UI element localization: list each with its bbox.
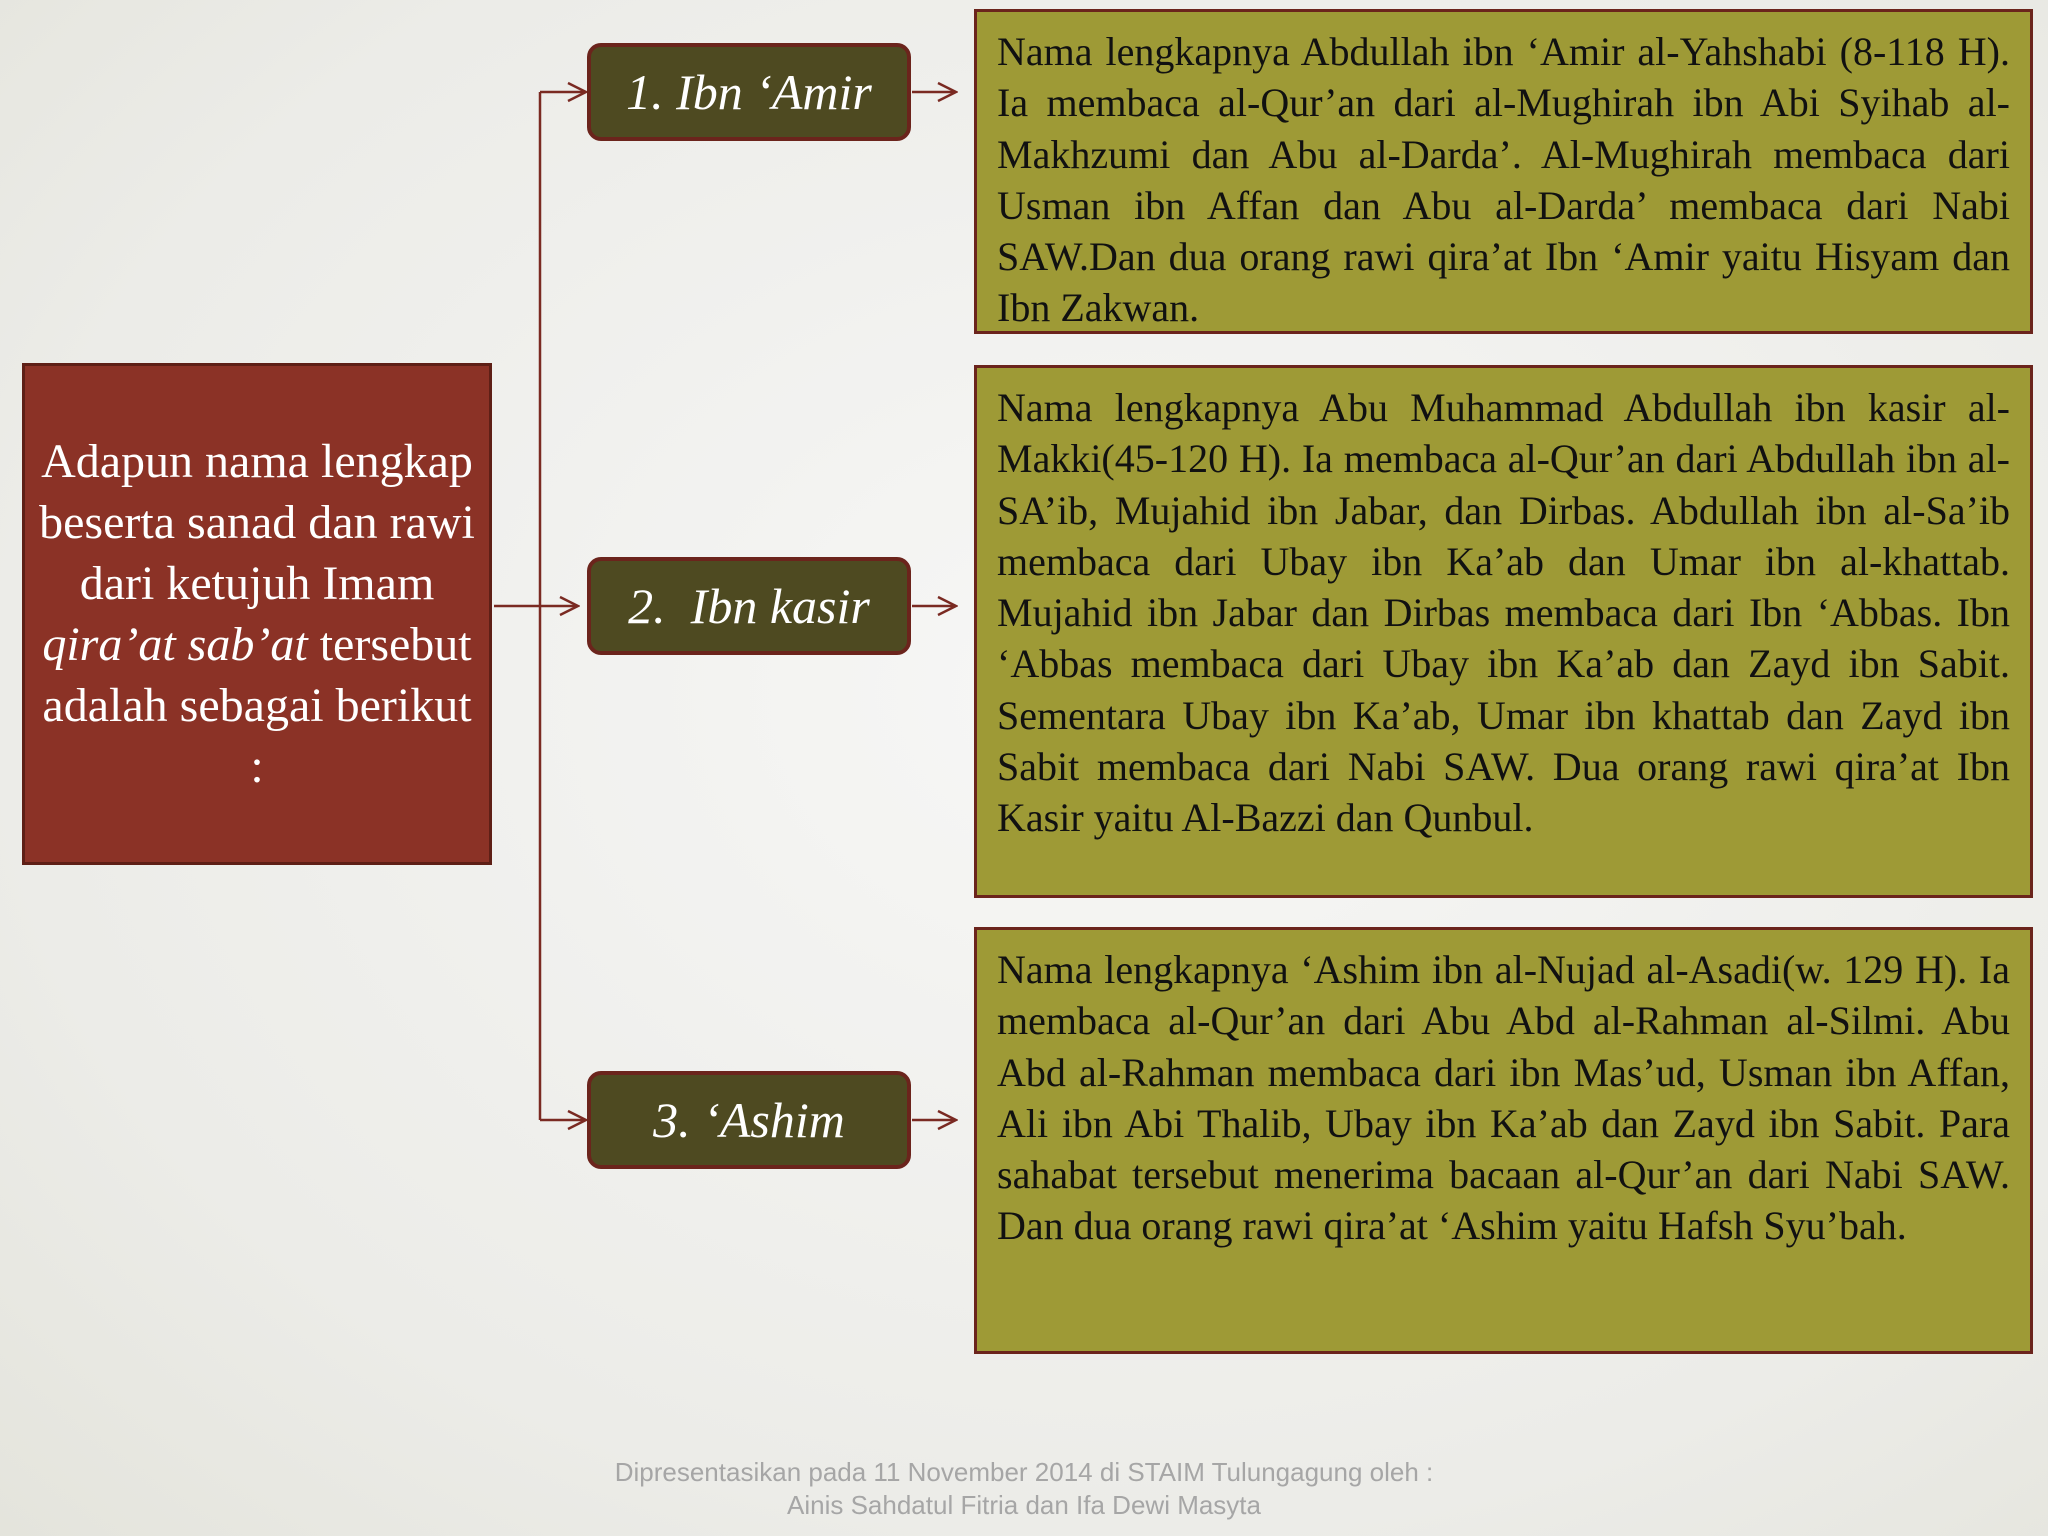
description-box-ashim: Nama lengkapnya ‘Ashim ibn al-Nujad al-Asadi(w. 129 H). Ia membaca al-Qur’an dari Abu Abd al-Rahman al-Silmi. Abu Abd al-Rahman membaca dari ibn Mas’ud, Usman ibn Affan, Ali ibn Abi Thalib, Ubay ibn Ka’ab dan Zayd ibn Sabit. Para sahabat tersebut menerima bacaan al-Qur’an dari Nabi SAW. Dan dua orang rawi qira’at ‘Ashim yaitu Hafsh Syu’bah. bbox=[974, 927, 2033, 1354]
source-box bbox=[22, 363, 492, 865]
source-text: Adapun nama lengkap beserta sanad dan rawi dari ketujuh Imam qira’at sab’at tersebut adalah sebagai berikut : bbox=[39, 435, 475, 793]
imam-box-ashim: 3. ‘Ashim bbox=[587, 1071, 911, 1169]
footer bbox=[0, 1457, 2048, 1521]
description-box-ibn-kasir: Nama lengkapnya Abu Muhammad Abdullah ibn kasir al-Makki(45-120 H). Ia membaca al-Qur’an dari Abdullah ibn al-SA’ib, Mujahid ibn Jabar, dan Dirbas. Abdullah ibn al-Sa’ib membaca dari Ubay ibn Ka’ab dan Umar ibn al-khattab. Mujahid ibn Jabar dan Dirbas membaca dari Ibn ‘Abbas. Ibn ‘Abbas membaca dari Ubay ibn Ka’ab dan Zayd ibn Sabit. Sementara Ubay ibn Ka’ab, Umar ibn khattab dan Zayd ibn Sabit membaca dari Nabi SAW. Dua orang rawi qira’at Ibn Kasir yaitu Al-Bazzi dan Qunbul. bbox=[974, 365, 2033, 898]
imam-box-ibn-kasir: 2. Ibn kasir bbox=[587, 557, 911, 655]
description-box-ibn-amir: Nama lengkapnya Abdullah ibn ‘Amir al-Yahshabi (8-118 H). Ia membaca al-Qur’an dari al-Mughirah ibn Abi Syihab al-Makhzumi dan Abu al-Darda’. Al-Mughirah membaca dari Usman ibn Affan dan Abu al-Darda’ membaca dari Nabi SAW.Dan dua orang rawi qira’at Ibn ‘Amir yaitu Hisyam dan Ibn Zakwan. bbox=[974, 9, 2033, 334]
footer-line-1: Dipresentasikan pada 11 November 2014 di STAIM Tulungagung oleh : bbox=[614, 1457, 1434, 1487]
footer-line-2: Ainis Sahdatul Fitria dan Ifa Dewi Masyta bbox=[787, 1490, 1261, 1520]
imam-box-ibn-amir: 1. Ibn ‘Amir bbox=[587, 43, 911, 141]
